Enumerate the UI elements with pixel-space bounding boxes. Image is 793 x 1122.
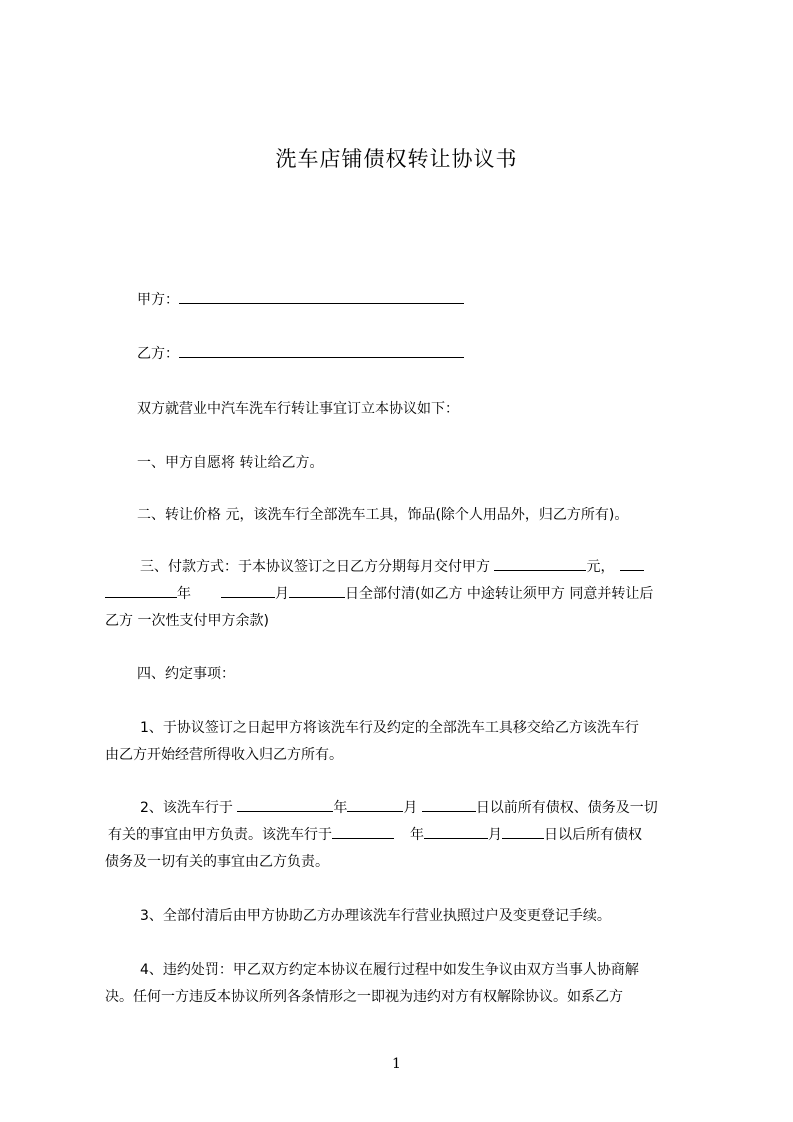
clause-3-day-blank[interactable] [289,581,345,598]
clause-3-year-blank-a[interactable] [620,554,644,571]
item-1-line-2: 由乙方开始经营所得收入归乙方所有。 [105,747,343,763]
item-2-month-blank-1[interactable] [347,795,403,812]
clause-2: 二、转让价格 元，该洗车行全部洗车工具，饰品(除个人用品外，归乙方所有)。 [137,507,629,523]
clause-3-year-blank-b[interactable] [105,581,177,598]
clause-3-line-2 [105,580,705,608]
section-4-heading: 四、约定事项： [137,666,235,682]
clause-3-text-c: 日全部付清(如乙方 中途转让须甲方 同意并转让后 [345,586,654,602]
item-2-year-blank-2[interactable] [332,822,394,839]
party-b-line [137,340,737,368]
party-b-blank[interactable] [179,341,464,358]
item-2-day-blank-2[interactable] [502,822,544,839]
item-2-year-blank-1[interactable] [237,795,333,812]
item-2-text-a: 2、该洗车行于 [140,800,238,816]
item-4-line-2: 决。任何一方违反本协议所列各条情形之一即视为违约对方有权解除协议。如系乙方 [105,989,623,1005]
party-a-label: 甲方： [137,292,179,308]
clause-3-text-b: 元， [586,559,615,575]
item-2-text-h: 日以后所有债权 [544,827,642,843]
clause-3-text-a: 三、付款方式：于本协议签订之日乙方分期每月交付甲方 [140,559,495,575]
clause-1: 一、甲方自愿将 转让给乙方。 [137,455,324,471]
clause-3-month-label: 月 [275,586,289,602]
item-2-line-3: 债务及一切有关的事宜由乙方负责。 [105,854,329,870]
party-b-label: 乙方： [137,346,179,362]
page-number: 1 [392,1056,401,1072]
item-1-line-1: 1、于协议签订之日起甲方将该洗车行及约定的全部洗车工具移交给乙方该洗车行 [140,720,639,736]
clause-3-month-blank[interactable] [221,581,275,598]
item-2-day-blank-1[interactable] [422,795,476,812]
item-2-line-2 [108,821,708,849]
item-4-line-1: 4、违约处罚：甲乙双方约定本协议在履行过程中如发生争议由双方当事人协商解 [140,962,639,978]
clause-3-line-1 [140,553,740,581]
item-2-month-label-2: 月 [488,827,502,843]
intro-paragraph: 双方就营业中汽车洗车行转让事宜订立本协议如下： [137,401,459,417]
item-2-text-d: 日以前所有债权、债务及一切 [475,800,658,816]
item-2-month-blank-2[interactable] [424,822,488,839]
item-2-line-1 [140,794,740,822]
item-2-year-label-2: 年 [410,827,424,843]
item-2-month-label-1: 月 [403,800,422,816]
item-2-text-e: 有关的事宜由甲方负责。该洗车行于 [108,827,332,843]
document-title: 洗车店铺债权转让协议书 [275,147,518,171]
clause-3-amount-blank[interactable] [494,554,586,571]
party-a-line [137,286,737,314]
item-3: 3、全部付清后由甲方协助乙方办理该洗车行营业执照过户及变更登记手续。 [140,908,611,924]
party-a-blank[interactable] [179,287,464,304]
clause-3-year-label: 年 [177,586,191,602]
clause-3-line-3: 乙方 一次性支付甲方余款) [105,613,269,629]
item-2-year-label-1: 年 [333,800,348,816]
